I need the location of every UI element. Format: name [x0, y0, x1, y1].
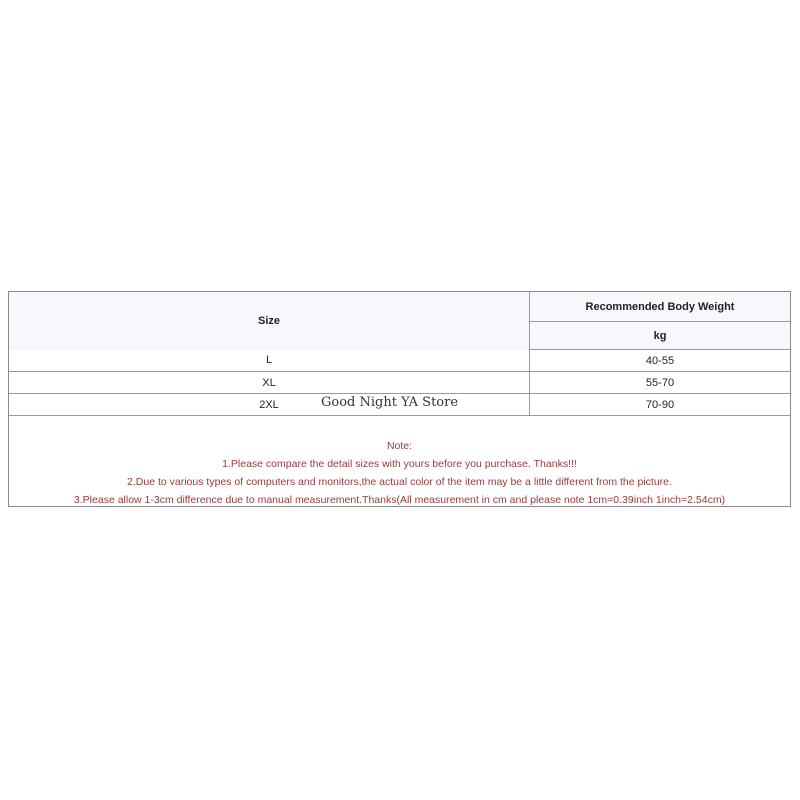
note-line: 2.Due to various types of computers and monitors,the actual color of the item may be a little different from the picture.: [127, 476, 672, 488]
notes-section: [9, 437, 790, 509]
table-row: [9, 350, 790, 372]
weight-cell: 55-70: [530, 372, 791, 394]
weight-column-header: Recommended Body Weight: [530, 292, 791, 322]
size-cell: XL: [9, 372, 530, 394]
weight-cell: 70-90: [530, 394, 791, 416]
size-column-header: Size: [9, 292, 530, 350]
size-chart: [8, 291, 791, 507]
note-line: 1.Please compare the detail sizes with yours before you purchase. Thanks!!!: [222, 458, 577, 470]
size-cell: 2XL: [9, 394, 530, 416]
store-watermark: Good Night YA Store: [321, 395, 459, 410]
size-cell: L: [9, 350, 530, 372]
table-row: [9, 372, 790, 394]
table-header-row: [9, 292, 790, 322]
notes-title: Note:: [386, 440, 413, 452]
weight-cell: 40-55: [530, 350, 791, 372]
weight-unit-header: kg: [530, 322, 791, 350]
note-line: 3.Please allow 1-3cm difference due to manual measurement.Thanks(All measurement in cm and please note 1cm=0.39inch 1inch=2.54cm): [73, 494, 726, 506]
